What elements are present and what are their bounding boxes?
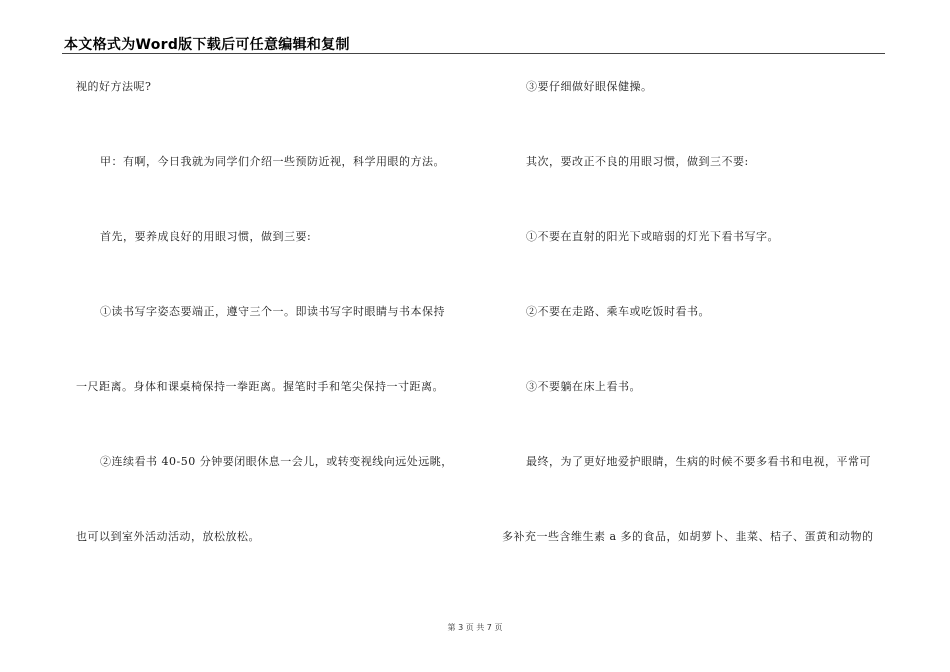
left-line-4: ①读书写字姿态要端正，遵守三个一。即读书写字时眼睛与书本保持: [100, 305, 445, 318]
left-line-7: 也可以到室外活动活动，放松放松。: [76, 530, 260, 543]
left-line-1: 视的好方法呢?: [76, 80, 152, 93]
left-line-2: 甲：有啊，今日我就为同学们介绍一些预防近视，科学用眼的方法。: [100, 155, 445, 168]
left-column: [76, 0, 466, 600]
left-line-5: 一尺距离。身体和课桌椅保持一拳距离。握笔时手和笔尖保持一寸距离。: [76, 380, 444, 393]
document-header-title: 本文格式为Word版下载后可任意编辑和复制: [64, 37, 350, 53]
right-line-4: ②不要在走路、乘车或吃饭时看书。: [526, 305, 710, 318]
left-line-3: 首先，要养成良好的用眼习惯，做到三要:: [100, 230, 312, 243]
right-line-7: 多补充一些含维生素 a 多的食品，如胡萝卜、韭菜、桔子、蛋黄和动物的: [502, 530, 874, 543]
right-column: [500, 0, 890, 600]
page-number-footer: 第 3 页 共 7 页: [447, 623, 503, 632]
right-line-3: ①不要在直射的阳光下或暗弱的灯光下看书写字。: [526, 230, 779, 243]
right-line-5: ③不要躺在床上看书。: [526, 380, 641, 393]
right-line-6: 最终，为了更好地爱护眼睛，生病的时候不要多看书和电视，平常可: [526, 455, 871, 468]
right-line-2: 其次，要改正不良的用眼习惯，做到三不要:: [526, 155, 749, 168]
left-line-6: ②连续看书 40-50 分钟要闭眼休息一会儿，或转变视线向远处远眺，: [100, 455, 453, 468]
right-line-1: ③要仔细做好眼保健操。: [526, 80, 653, 93]
